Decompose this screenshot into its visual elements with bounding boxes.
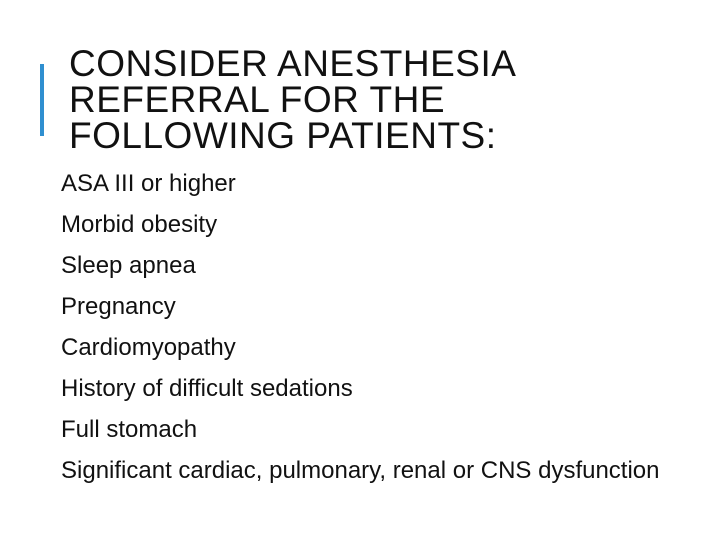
- slide-title-line-1: CONSIDER ANESTHESIA: [69, 43, 517, 84]
- list-item: History of difficult sedations: [61, 375, 353, 402]
- list-item: Pregnancy: [61, 293, 176, 320]
- slide-title-line-2: REFERRAL FOR THE: [69, 79, 445, 120]
- slide-title: [69, 43, 689, 156]
- list-item: Sleep apnea: [61, 252, 196, 279]
- list-item: Cardiomyopathy: [61, 334, 236, 361]
- bullet-list: [61, 172, 681, 483]
- list-item: Morbid obesity: [61, 211, 218, 238]
- title-accent-bar: [40, 64, 44, 136]
- list-item: Significant cardiac, pulmonary, renal or CNS dysfunction: [61, 457, 660, 484]
- list-item: Full stomach: [61, 416, 198, 443]
- list-item: ASA III or higher: [61, 170, 236, 197]
- slide-title-line-3: FOLLOWING PATIENTS:: [69, 115, 497, 156]
